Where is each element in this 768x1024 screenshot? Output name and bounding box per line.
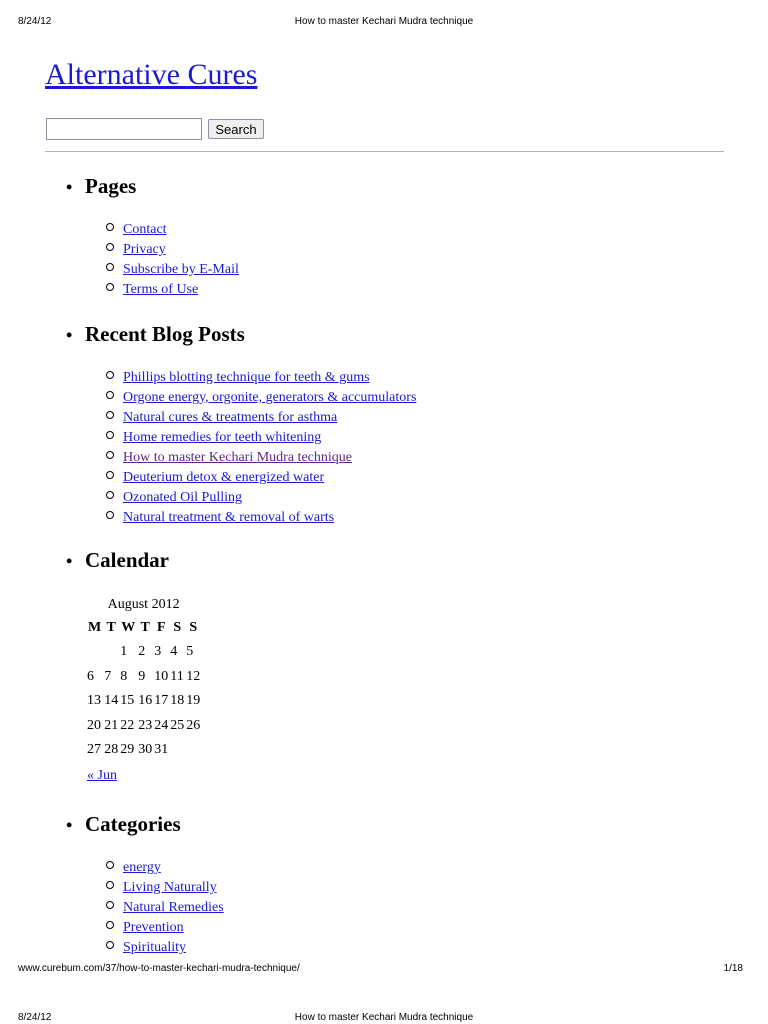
print-page-number: 1/18 [723, 963, 743, 974]
list-item [106, 220, 239, 240]
calendar-day: 20 [87, 717, 101, 733]
calendar-heading [66, 548, 169, 573]
calendar-week [86, 689, 201, 714]
categories-heading [66, 812, 181, 837]
circle-bullet-icon [106, 223, 114, 231]
calendar-day: 19 [186, 693, 201, 709]
calendar-day: 1 [120, 644, 128, 660]
circle-bullet-icon [106, 243, 114, 251]
post-link[interactable]: Orgone energy, orgonite, generators & accumulators [123, 390, 417, 405]
calendar-day: 21 [104, 717, 119, 733]
category-link[interactable]: energy [123, 860, 161, 875]
categories-heading-text: Categories [85, 812, 181, 836]
pages-heading [66, 174, 136, 199]
list-item [106, 898, 224, 918]
weekday-label: T [106, 620, 116, 635]
bullet-icon: • [66, 177, 73, 197]
bullet-icon: • [66, 815, 73, 835]
post-link[interactable]: Natural treatment & removal of warts [123, 510, 335, 525]
search-input[interactable] [46, 118, 202, 140]
calendar-day: 16 [138, 693, 153, 709]
circle-bullet-icon [106, 491, 114, 499]
calendar-day: 13 [87, 693, 101, 709]
list-item [106, 448, 416, 468]
list-item [106, 858, 224, 878]
circle-bullet-icon [106, 941, 114, 949]
calendar-day: 17 [154, 693, 169, 709]
weekday-label: W [121, 620, 136, 635]
calendar-day: 8 [120, 668, 128, 684]
weekday-label: S [173, 620, 182, 635]
calendar-day: 28 [104, 742, 119, 758]
bullet-icon: • [66, 325, 73, 345]
calendar-day: 12 [186, 668, 201, 684]
pages-list [106, 220, 239, 300]
post-link-current[interactable]: How to master Kechari Mudra technique [123, 450, 352, 465]
calendar-day: 18 [170, 693, 185, 709]
calendar-day: 26 [186, 717, 201, 733]
calendar-week [86, 640, 201, 665]
circle-bullet-icon [106, 861, 114, 869]
post-link[interactable]: Deuterium detox & energized water [123, 470, 325, 485]
circle-bullet-icon [106, 451, 114, 459]
calendar-week [86, 738, 201, 763]
circle-bullet-icon [106, 511, 114, 519]
recent-posts-heading-text: Recent Blog Posts [85, 322, 245, 346]
calendar-day: 15 [120, 693, 135, 709]
calendar-weekdays [86, 616, 201, 640]
recent-posts-heading [66, 322, 245, 347]
calendar-prev-link[interactable]: « Jun [87, 768, 117, 783]
calendar-day: 22 [120, 717, 135, 733]
print-doc-title: How to master Kechari Mudra technique [294, 1012, 474, 1023]
calendar-day: 23 [138, 717, 153, 733]
print-url: www.curebum.com/37/how-to-master-kechari-mudra-technique/ [18, 963, 300, 974]
list-item [106, 878, 224, 898]
list-item [106, 918, 224, 938]
calendar-day: 2 [138, 644, 146, 660]
weekday-label: T [140, 620, 150, 635]
calendar-day: 31 [154, 742, 169, 758]
calendar-prev [87, 768, 117, 784]
calendar-day: 30 [138, 742, 153, 758]
category-link[interactable]: Natural Remedies [123, 900, 224, 915]
circle-bullet-icon [106, 901, 114, 909]
print-date: 8/24/12 [18, 1012, 52, 1023]
page-link-subscribe[interactable]: Subscribe by E-Mail [123, 262, 239, 277]
header-divider [45, 151, 724, 152]
post-link[interactable]: Ozonated Oil Pulling [123, 490, 242, 505]
calendar-day: 24 [154, 717, 169, 733]
calendar-week [86, 714, 201, 739]
print-doc-title: How to master Kechari Mudra technique [294, 16, 474, 27]
calendar-day: 11 [170, 668, 184, 684]
circle-bullet-icon [106, 881, 114, 889]
circle-bullet-icon [106, 431, 114, 439]
calendar-day: 10 [154, 668, 169, 684]
category-link[interactable]: Living Naturally [123, 880, 217, 895]
post-link[interactable]: Natural cures & treatments for asthma [123, 410, 338, 425]
post-link[interactable]: Home remedies for teeth whitening [123, 430, 322, 445]
weekday-label: M [88, 620, 102, 635]
calendar-day: 9 [138, 668, 146, 684]
calendar-day: 3 [154, 644, 162, 660]
list-item [106, 388, 416, 408]
list-item [106, 488, 416, 508]
circle-bullet-icon [106, 391, 114, 399]
page-link-terms[interactable]: Terms of Use [123, 282, 199, 297]
weekday-label: F [156, 620, 166, 635]
calendar-day: 4 [170, 644, 178, 660]
calendar-day: 7 [104, 668, 112, 684]
site-title-link[interactable]: Alternative Cures [45, 58, 258, 91]
search-form [46, 118, 257, 140]
calendar-day: 14 [104, 693, 119, 709]
search-button[interactable]: Search [208, 119, 264, 139]
calendar-day [103, 640, 119, 665]
list-item [106, 428, 416, 448]
list-item [106, 938, 224, 958]
list-item [106, 408, 416, 428]
weekday-label: S [189, 620, 198, 635]
calendar-week [86, 665, 201, 690]
calendar-caption: August 2012 [107, 597, 180, 612]
circle-bullet-icon [106, 471, 114, 479]
category-link[interactable]: Spirituality [123, 940, 186, 955]
list-item [106, 508, 416, 528]
list-item [106, 240, 239, 260]
calendar-day [86, 640, 103, 665]
recent-posts-list [106, 368, 416, 528]
print-date: 8/24/12 [18, 16, 52, 27]
calendar-table [86, 594, 201, 763]
circle-bullet-icon [106, 283, 114, 291]
calendar-day [185, 738, 201, 763]
calendar-day: 6 [87, 668, 94, 684]
circle-bullet-icon [106, 921, 114, 929]
pages-heading-text: Pages [85, 174, 137, 198]
list-item [106, 260, 239, 280]
site-title [45, 58, 257, 92]
categories-list [106, 858, 224, 958]
calendar-day: 5 [186, 644, 194, 660]
page-link-privacy[interactable]: Privacy [123, 242, 166, 257]
list-item [106, 368, 416, 388]
circle-bullet-icon [106, 411, 114, 419]
calendar-day [169, 738, 185, 763]
bullet-icon: • [66, 551, 73, 571]
list-item [106, 468, 416, 488]
list-item [106, 280, 239, 300]
calendar-heading-text: Calendar [85, 548, 169, 572]
circle-bullet-icon [106, 371, 114, 379]
page-link-contact[interactable]: Contact [123, 222, 167, 237]
circle-bullet-icon [106, 263, 114, 271]
category-link[interactable]: Prevention [123, 920, 184, 935]
calendar-day: 29 [120, 742, 135, 758]
calendar-day: 25 [170, 717, 185, 733]
calendar-day: 27 [87, 742, 101, 758]
post-link[interactable]: Phillips blotting technique for teeth & gums [123, 370, 370, 385]
